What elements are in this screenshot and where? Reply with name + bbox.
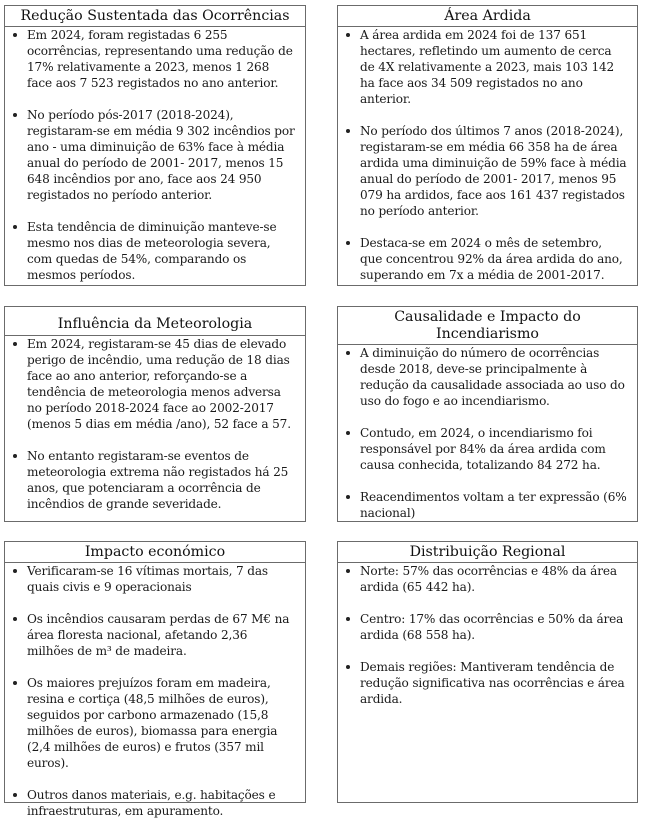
list-item: Esta tendência de diminuição manteve-se mesmo nos dias de meteorologia severa, com quedas de 54%, comparando os mesmos períodos.: [27, 219, 295, 283]
card-reducao-ocorrencias: [4, 5, 306, 286]
list-item: Outros danos materiais, e.g. habitações e infraestruturas, em apuramento.: [27, 787, 295, 819]
list-item: Destaca-se em 2024 o mês de setembro, que concentrou 92% da área ardida do ano, superando em 7x a média de 2001-2017.: [360, 235, 627, 283]
card-title: Redução Sustentada das Ocorrências: [5, 6, 305, 27]
list-item: Contudo, em 2024, o incendiarismo foi responsável por 84% da área ardida com causa conhecida, totalizando 84 272 ha.: [360, 425, 627, 473]
bullet-list: [338, 345, 637, 521]
list-item: No entanto registaram-se eventos de meteorologia extrema não registados há 25 anos, que potenciaram a ocorrência de incêndios de grande severidade.: [27, 448, 295, 512]
bullet-list: [338, 27, 637, 283]
card-causalidade-incendiarismo: [337, 306, 638, 522]
list-item: Em 2024, foram registadas 6 255 ocorrências, representando uma redução de 17% relativamente a 2023, menos 1 268 face aos 7 523 registados no ano anterior.: [27, 27, 295, 91]
card-area-ardida: [337, 5, 638, 286]
list-item: Reacendimentos voltam a ter expressão (6% nacional): [360, 490, 627, 520]
list-item: Verificaram-se 16 vítimas mortais, 7 das quais civis e 9 operacionais: [27, 563, 295, 595]
card-title: Influência da Meteorologia: [5, 307, 305, 336]
list-item: No período pós-2017 (2018-2024), registaram-se em média 9 302 incêndios por ano - uma diminuição de 63% face à média anual do período de 2001- 2017, menos 15 648 incêndios por ano, face aos 24 950 registados no período anterior.: [27, 108, 295, 202]
card-title: Impacto económico: [5, 542, 305, 563]
list-item: Norte: 57% das ocorrências e 48% da área ardida (65 442 ha).: [360, 563, 627, 595]
card-title: Causalidade e Impacto do Incendiarismo: [338, 307, 637, 345]
list-item: A diminuição do número de ocorrências desde 2018, deve-se principalmente à redução da causalidade associada ao uso do uso do fogo e ao incendiarismo.: [360, 345, 627, 409]
bullet-list: [5, 563, 305, 819]
bullet-list: [5, 336, 305, 512]
card-impacto-economico: [4, 541, 306, 818]
list-item: Centro: 17% das ocorrências e 50% da área ardida (68 558 ha).: [360, 611, 627, 643]
list-item: Os maiores prejuízos foram em madeira, resina e cortiça (48,5 milhões de euros), seguidos por carbono armazenado (15,8 milhões de euros), biomassa para energia (2,4 milhões de euros) e frutos (357 mil euros).: [27, 675, 295, 771]
list-item: Em 2024, registaram-se 45 dias de elevado perigo de incêndio, uma redução de 18 dias face ao ano anterior, reforçando-se a tendência de meteorologia menos adversa no período 2018-2024 face ao 2002-2017 (menos 5 dias em média /ano), 52 face a 57.: [27, 336, 295, 432]
card-title: Distribuição Regional: [338, 542, 637, 563]
bullet-list: [338, 563, 637, 707]
list-item: No período dos últimos 7 anos (2018-2024), registaram-se em média 66 358 ha de área ardida uma diminuição de 59% face à média anual do período de 2001- 2017, menos 95 079 ha ardidos, face aos 161 437 registados no período anterior.: [360, 124, 627, 218]
list-item: Demais regiões: Mantiveram tendência de redução significativa nas ocorrências e área ardida.: [360, 659, 627, 707]
card-title: Área Ardida: [338, 6, 637, 27]
card-distribuicao-regional: [337, 541, 638, 803]
list-item: Os incêndios causaram perdas de 67 M€ na área floresta nacional, afetando 2,36 milhões de m³ de madeira.: [27, 611, 295, 659]
list-item: A área ardida em 2024 foi de 137 651 hectares, refletindo um aumento de cerca de 4X relativamente a 2023, mais 103 142 ha face aos 34 509 registados no ano anterior.: [360, 27, 627, 107]
card-influencia-meteorologia: [4, 306, 306, 522]
bullet-list: [5, 27, 305, 283]
